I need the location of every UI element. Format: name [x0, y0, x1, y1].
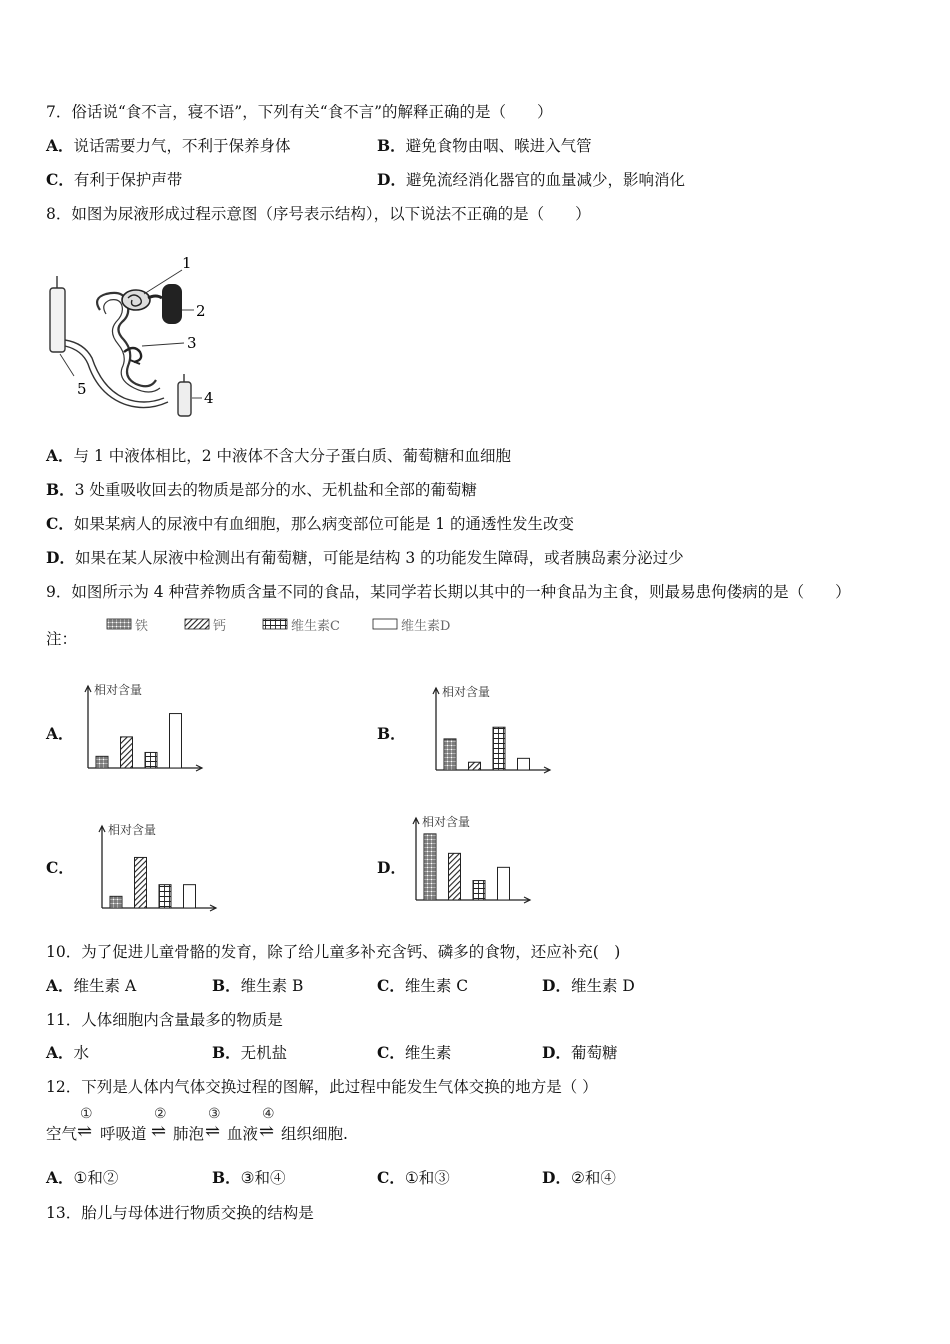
chain-arrow-icon: ⇌ [259, 1121, 275, 1142]
legend-label-vitamin-c: 维生素C [291, 619, 340, 634]
blood-vessel [162, 284, 182, 324]
q11-option-d[interactable] [542, 1043, 617, 1063]
chain-mark-2: ② [154, 1106, 167, 1122]
option-label: C． [377, 976, 405, 995]
q13-stem: 13．胎儿与母体进行物质交换的结构是 [46, 1204, 314, 1222]
bar-vitamin-d [170, 714, 182, 768]
option-label: B． [212, 1043, 241, 1062]
q12-stem: 12．下列是人体内气体交换过程的图解，此过程中能发生气体交换的地方是（ ） [46, 1078, 598, 1096]
option-text: 与 1 中液体相比，2 中液体不含大分子蛋白质、葡萄糖和血细胞 [73, 447, 512, 465]
option-label: D． [377, 170, 406, 189]
legend-swatch-calcium [185, 619, 209, 629]
q9-option-d-label[interactable]: D． [377, 858, 406, 877]
option-label: B． [212, 976, 241, 995]
option-label: A． [46, 1168, 74, 1187]
bar-vitamin-c [145, 752, 157, 768]
chain-item: 肺泡 [173, 1125, 205, 1143]
chart-d [408, 808, 538, 908]
bar-iron [110, 896, 122, 908]
option-text: 葡萄糖 [570, 1044, 618, 1062]
q7-option-c[interactable] [46, 170, 182, 190]
option-text: ②和④ [570, 1169, 616, 1187]
chain-item: 血液 [227, 1125, 259, 1143]
q10-option-a[interactable] [46, 976, 136, 996]
chart-legend [105, 615, 475, 635]
bar-vitamin-d [184, 885, 196, 908]
y-axis-label: 相对含量 [442, 685, 491, 699]
bar-iron [444, 739, 456, 770]
q9-option-b-label[interactable]: B． [377, 724, 406, 743]
option-label: A． [46, 976, 74, 995]
option-label: C． [377, 1043, 405, 1062]
y-axis-label: 相对含量 [422, 815, 471, 829]
option-text: 避免食物由咽、喉进入气管 [405, 137, 592, 155]
legend-label-vitamin-d: 维生素D [401, 619, 451, 634]
option-label: B． [377, 136, 406, 155]
chart-c [94, 816, 224, 916]
option-label: C． [377, 1168, 405, 1187]
legend-swatch-vitamin-d [373, 619, 397, 629]
option-text: 维生素 [404, 1044, 452, 1062]
option-text: 维生素 A [73, 977, 137, 995]
option-text: 有利于保护声带 [73, 171, 183, 189]
q11-option-a[interactable] [46, 1043, 89, 1063]
option-text: 维生素 D [570, 977, 635, 995]
chain-mark-4: ④ [262, 1106, 275, 1122]
chain-arrow-icon: ⇌ [205, 1121, 221, 1142]
option-text: 避免流经消化器官的血量减少，影响消化 [405, 171, 685, 189]
fig-label-1: 1 [182, 254, 192, 272]
bar-calcium [121, 737, 133, 768]
q7-stem: 7．俗话说“食不言，寝不语”，下列有关“食不言”的解释正确的是（ ） [46, 103, 553, 121]
bar-vitamin-c [493, 727, 505, 770]
q11-option-b[interactable] [212, 1043, 287, 1063]
bar-calcium [135, 857, 147, 908]
option-label: C． [46, 170, 74, 189]
nephron-figure [44, 248, 224, 428]
bar-vitamin-d [498, 867, 510, 900]
legend-label-calcium: 钙 [213, 619, 227, 634]
option-label: C． [46, 514, 74, 533]
collecting-duct [50, 288, 65, 352]
chain-arrow-icon: ⇌ [151, 1121, 167, 1142]
option-text: 维生素 C [404, 977, 469, 995]
bar-calcium [449, 853, 461, 900]
option-label: D． [542, 1168, 571, 1187]
bar-iron [424, 834, 436, 900]
option-label: D． [542, 976, 571, 995]
option-text: ①和③ [404, 1169, 450, 1187]
bar-calcium [469, 762, 481, 770]
option-label: A． [46, 446, 74, 465]
q10-stem: 10．为了促进儿童骨骼的发育，除了给儿童多补充含钙、磷多的食物，还应补充( ) [46, 943, 621, 961]
fig-label-5: 5 [77, 380, 87, 398]
chain-item: 组织细胞. [281, 1125, 348, 1143]
y-axis-label: 相对含量 [94, 683, 143, 697]
chain-mark-3: ③ [208, 1106, 221, 1122]
chain-item: 空气 [46, 1125, 78, 1143]
q8-option-b[interactable] [46, 480, 477, 500]
legend-swatch-vitamin-c [263, 619, 287, 629]
option-label: D． [46, 548, 75, 567]
q10-option-c[interactable] [377, 976, 468, 996]
q9-option-a-label[interactable]: A． [46, 724, 74, 743]
chart-b [428, 678, 558, 778]
q7-option-b[interactable] [377, 136, 592, 156]
y-axis-label: 相对含量 [108, 823, 157, 837]
chain-arrow-icon: ⇌ [77, 1121, 93, 1142]
option-text: 说话需要力气，不利于保养身体 [73, 137, 291, 155]
option-label: A． [46, 136, 74, 155]
option-text: 如果在某人尿液中检测出有葡萄糖，可能是结构 3 的功能发生障碍，或者胰岛素分泌过少 [74, 549, 684, 567]
option-label: B． [212, 1168, 241, 1187]
chart-a [80, 676, 210, 776]
legend-label-iron: 铁 [135, 619, 149, 634]
option-text: 维生素 B [240, 977, 304, 995]
option-text: 如果某病人的尿液中有血细胞，那么病变部位可能是 1 的通透性发生改变 [73, 515, 575, 533]
q9-option-c-label[interactable]: C． [46, 858, 74, 877]
option-text: 无机盐 [240, 1044, 288, 1062]
q11-option-c[interactable] [377, 1043, 451, 1063]
option-label: D． [542, 1043, 571, 1062]
legend-swatch-iron [107, 619, 131, 629]
q12-option-d[interactable] [542, 1168, 616, 1188]
q7-option-a[interactable] [46, 136, 291, 156]
option-label: A． [46, 1043, 74, 1062]
q12-option-a[interactable] [46, 1168, 118, 1188]
q9-note-label: 注： [46, 630, 78, 648]
q9-stem: 9．如图所示为 4 种营养物质含量不同的食品，某同学若长期以其中的一种食品为主食，则最易患佝偻病的是（ ） [46, 583, 851, 601]
q12-option-c[interactable] [377, 1168, 450, 1188]
q8-option-a[interactable] [46, 446, 511, 466]
q12-option-b[interactable] [212, 1168, 286, 1188]
q8-option-c[interactable] [46, 514, 574, 534]
q10-option-d[interactable] [542, 976, 635, 996]
q10-option-b[interactable] [212, 976, 303, 996]
fig-label-4: 4 [204, 389, 214, 407]
fig-label-3: 3 [187, 334, 197, 352]
option-text: ③和④ [240, 1169, 286, 1187]
chain-mark-1: ① [80, 1106, 93, 1122]
option-label: B． [46, 480, 75, 499]
chain-item: 呼吸道 [100, 1125, 147, 1143]
option-text: ①和② [73, 1169, 119, 1187]
option-text: 3 处重吸收回去的物质是部分的水、无机盐和全部的葡萄糖 [74, 481, 477, 499]
q8-stem: 8．如图为尿液形成过程示意图（序号表示结构），以下说法不正确的是（ ） [46, 205, 591, 223]
q7-option-d[interactable] [377, 170, 685, 190]
fig-label-2: 2 [196, 302, 206, 320]
bar-iron [96, 756, 108, 768]
option-text: 水 [73, 1044, 90, 1062]
bar-vitamin-c [473, 881, 485, 900]
q8-option-d[interactable] [46, 548, 684, 568]
bar-vitamin-c [159, 885, 171, 908]
bar-vitamin-d [518, 758, 530, 770]
q11-stem: 11．人体细胞内含量最多的物质是 [46, 1011, 283, 1029]
